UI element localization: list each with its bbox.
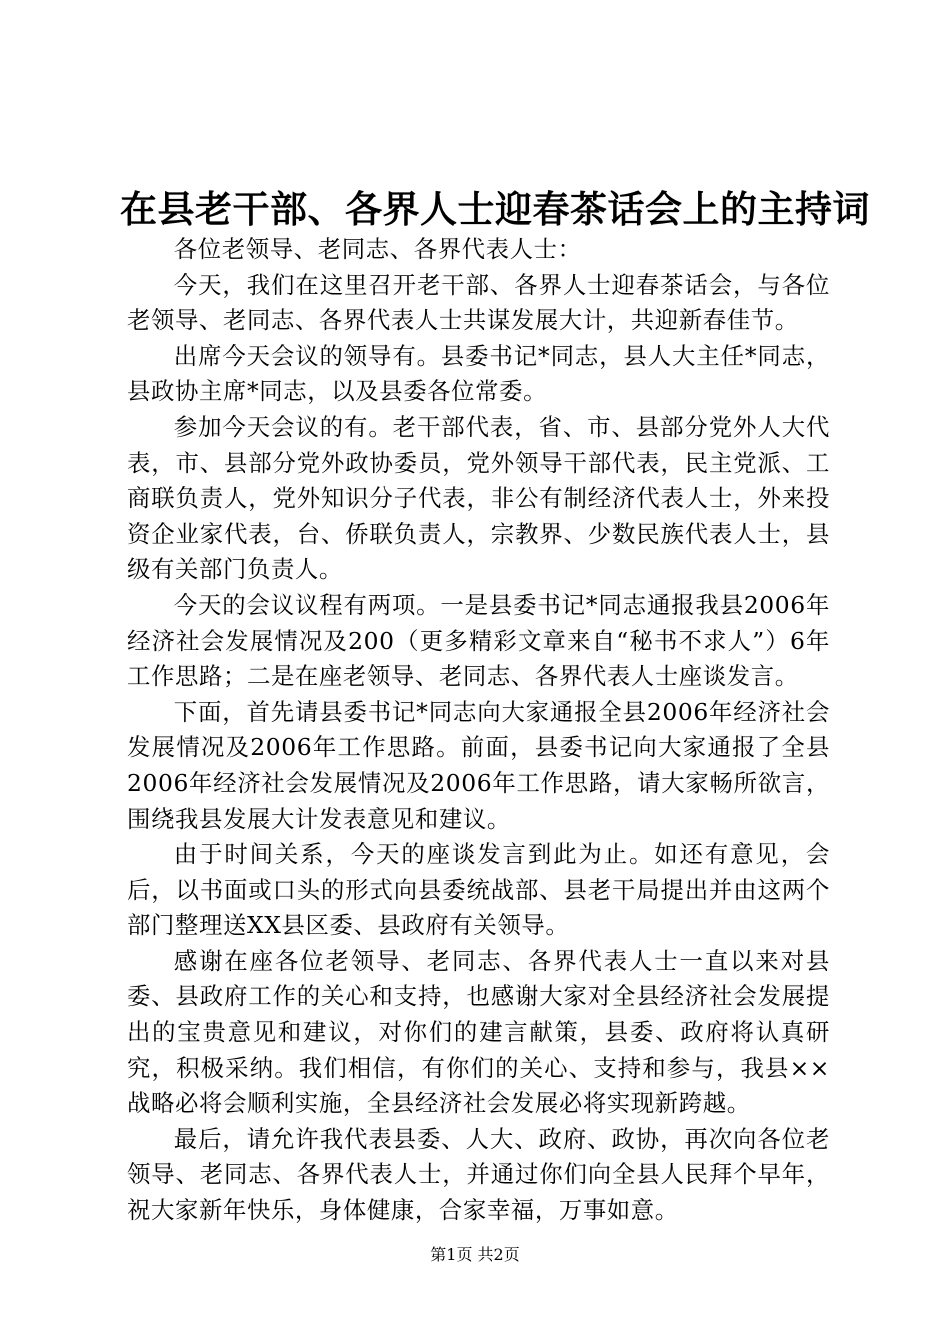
paragraph: 由于时间关系，今天的座谈发言到此为止。如还有意见，会后，以书面或口头的形式向县委统战部、县老干局提出并由这两个部门整理送XX县区委、县政府有关领导。 — [127, 840, 830, 940]
document-body — [127, 232, 830, 1229]
paragraph-salutation: 各位老领导、老同志、各界代表人士： — [173, 235, 582, 263]
document-title: 在县老干部、各界人士迎春茶话会上的主持词 — [120, 187, 870, 231]
paragraph: 出席今天会议的领导有。县委书记*同志，县人大主任*同志，县政协主席*同志，以及县委各位常委。 — [127, 341, 830, 406]
page-number-footer: 第1页 共2页 — [430, 1245, 520, 1264]
paragraph: 今天，我们在这里召开老干部、各界人士迎春茶话会，与各位老领导、老同志、各界代表人士共谋发展大计，共迎新春佳节。 — [127, 270, 830, 335]
paragraph: 下面，首先请县委书记*同志向大家通报全县2006年经济社会发展情况及2006年工作思路。前面，县委书记向大家通报了全县2006年经济社会发展情况及2006年工作思路，请大家畅所欲言，围绕我县发展大计发表意见和建议。 — [127, 697, 830, 833]
paragraph: 最后，请允许我代表县委、人大、政府、政协，再次向各位老领导、老同志、各界代表人士，并通过你们向全县人民拜个早年，祝大家新年快乐，身体健康，合家幸福，万事如意。 — [127, 1124, 830, 1225]
paragraph: 感谢在座各位老领导、老同志、各界代表人士一直以来对县委、县政府工作的关心和支持，也感谢大家对全县经济社会发展提出的宝贵意见和建议，对你们的建言献策，县委、政府将认真研究，积极采纳。我们相信，有你们的关心、支持和参与，我县××战略必将会顺利实施，全县经济社会发展必将实现新跨越。 — [127, 946, 830, 1118]
paragraph: 参加今天会议的有。老干部代表，省、市、县部分党外人大代表，市、县部分党外政协委员，党外领导干部代表，民主党派、工商联负责人，党外知识分子代表，非公有制经济代表人士，外来投资企业家代表，台、侨联负责人，宗教界、少数民族代表人士，县级有关部门负责人。 — [127, 412, 830, 584]
paragraph: 今天的会议议程有两项。一是县委书记*同志通报我县2006年经济社会发展情况及200（更多精彩文章来自“秘书不求人”）6年工作思路；二是在座老领导、老同志、各界代表人士座谈发言。 — [127, 590, 830, 691]
